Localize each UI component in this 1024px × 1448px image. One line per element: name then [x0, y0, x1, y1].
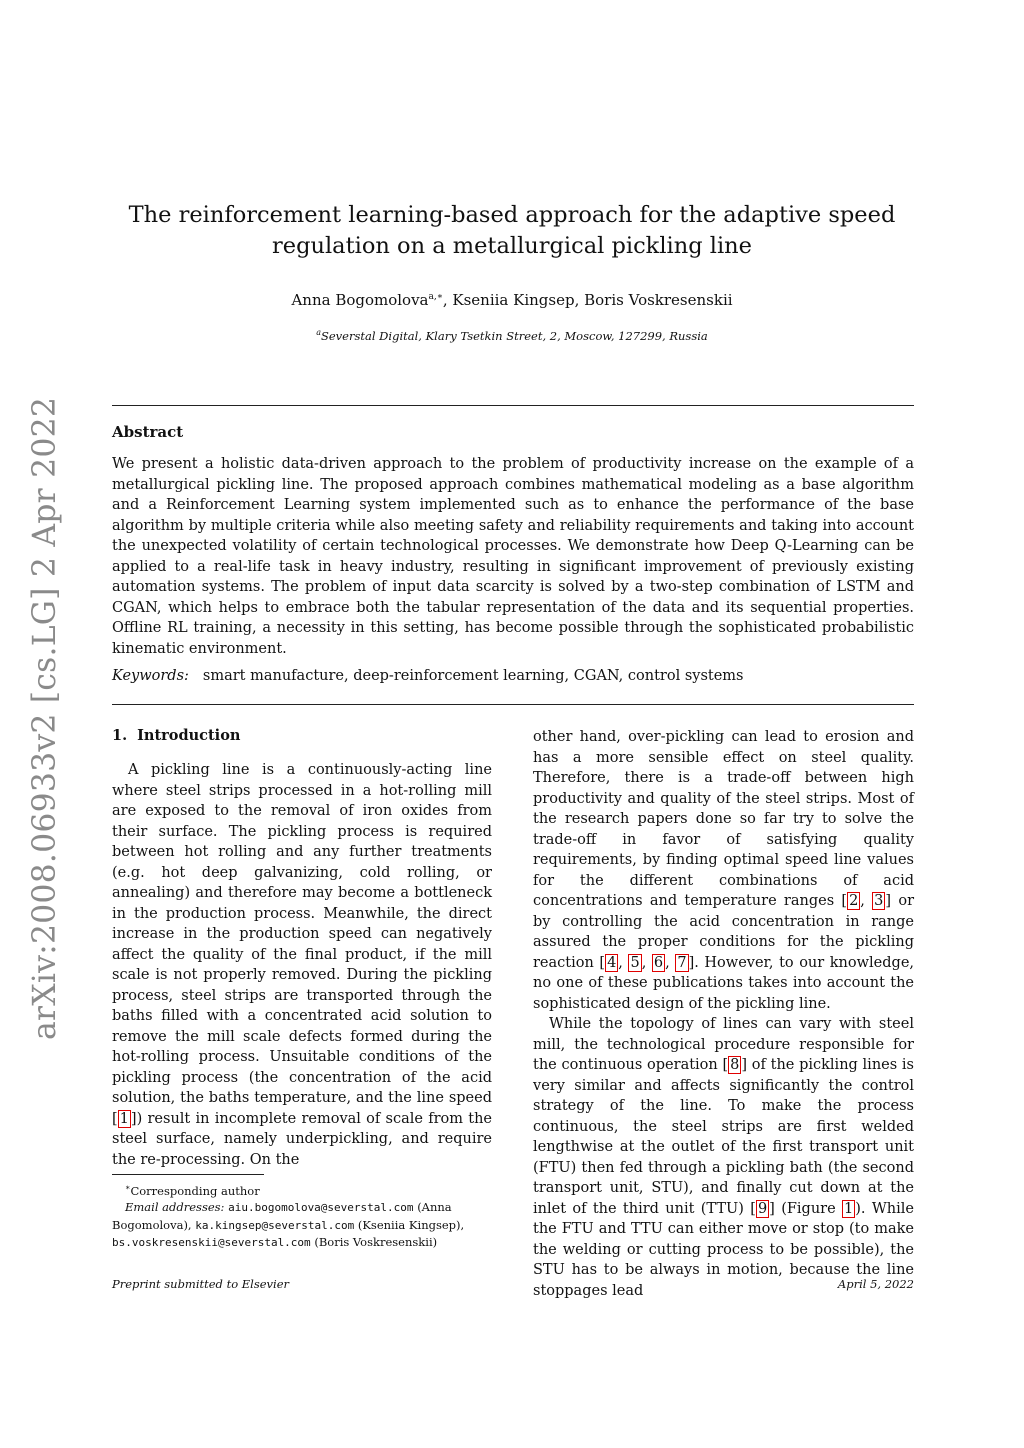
abstract-top-rule — [112, 405, 914, 406]
text-run: A pickling line is a continuously-acting line where steel strips processed in a hot-rolling mill are exposed to the removal of iron oxides from their surface. The pickling process is required between hot rolling and any further treatments (e.g. hot deep galvanizing, cold rolling, or annealing) and therefore may become a bottleneck in the production process. Meanwhile, the direct increase in the production speed can negatively affect the quality of the final product, if the mill scale is not properly removed. During the pickling process, steel strips are transported through the baths filled with a concentrated acid solution to remove the mill scale defects formed during the hot-rolling process. Unsuitable conditions of the pickling process (the concentration of the acid solution, the baths temperature, and the line speed — [112, 762, 492, 1106]
right-column — [533, 727, 914, 1301]
arxiv-stamp: arXiv:2008.06933v2 [cs.LG] 2 Apr 2022 — [27, 396, 63, 1040]
email-owner-2: (Kseniia Kingsep), — [357, 1217, 465, 1232]
section-title: Introduction — [137, 727, 241, 744]
footnote-mark: ∗ — [125, 1183, 131, 1192]
citation-link[interactable]: 8 — [730, 1057, 740, 1073]
preprint-note: Preprint submitted to Elsevier — [112, 1277, 290, 1291]
citation-link[interactable]: 7 — [677, 954, 687, 971]
abstract-bottom-rule — [112, 704, 914, 705]
text-run: While the topology of lines can vary with steel mill, the technological procedure responsible for the continuous operation — [533, 1016, 914, 1073]
email-link-3[interactable]: bs.voskresenskii@severstal.com — [112, 1236, 311, 1250]
figure-link[interactable]: 1 — [844, 1200, 854, 1217]
text-run: other hand, over-pickling can lead to erosion and has a more sensible effect on steel quality. Therefore, there is a trade-off between high productivity and quality of the steel strips. Most of the research papers done so far try to solve the trade-off in favor of satisfying quality requirements, by finding optimal speed line values for the different combinations of acid concentrations and temperature ranges — [533, 729, 914, 909]
text-run: ) result in incomplete removal of scale from the steel surface, namely underpickling, and require the re-processing. On the — [112, 1110, 492, 1168]
intro-paragraph-2: While the topology of lines can vary with steel mill, the technological procedure responsible for the continuous operation [ 8 ] of the pickling lines is very similar and affects significantly the control strategy of the line. To make the process continuous, the steel strips are first welded lengthwise at the outlet of the first transport unit (FTU) then fed through a pickling bath (the second transport unit, STU), and finally cut down at the inlet of the third unit (TTU) [ 9 ] (Figure 1 ). While the FTU and TTU can either move or stop (to make the welding or cutting process to be possible), the STU has to be always in motion, because the line stoppages lead — [533, 1016, 914, 1299]
citation-link[interactable]: 2 — [849, 893, 859, 909]
section-number: 1. — [112, 727, 128, 744]
email-link-2[interactable]: ka.kingsep@severstal.com — [195, 1218, 355, 1232]
intro-paragraph-1-continued: other hand, over-pickling can lead to erosion and has a more sensible effect on steel quality. Therefore, there is a trade-off between high productivity and quality of the steel strips. Most of the research papers done so far try to solve the trade-off in favor of satisfying quality requirements, by finding optimal speed line values for the different combinations of acid concentrations and temperature ranges [ 2 , 3 ] or by controlling the acid concentration in range assured the proper conditions for the pickling reaction [ 4 , 5 , 6 , 7 ]. However, to our knowledge, no one of these publications takes into account the sophisticated design of the pickling line. — [533, 729, 915, 1012]
text-run: or by controlling the acid concentration in range assured the proper conditions for the pickling reaction — [533, 893, 914, 971]
footnote — [112, 1180, 492, 1252]
affiliation-mark: a — [316, 328, 321, 337]
paper-title — [112, 200, 912, 262]
citation-link[interactable]: 4 — [607, 954, 617, 971]
citation-link[interactable]: 3 — [874, 893, 884, 909]
keywords-text: smart manufacture, deep-reinforcement learning, CGAN, control systems — [202, 668, 744, 684]
text-run: (Figure — [774, 1200, 843, 1217]
author-list — [112, 291, 912, 309]
affiliation — [112, 328, 912, 343]
corresponding-note — [112, 1180, 492, 1199]
author-1-mark: a,∗ — [428, 292, 443, 302]
keywords-label: Keywords: — [112, 668, 189, 684]
email-owner-1: (Anna Bogomolova), — [112, 1200, 452, 1232]
text-run: . However, to our knowledge, no one of these publications takes into account the sophisticated design of the pickling line. — [533, 954, 915, 1012]
citation-link[interactable]: 6 — [653, 954, 664, 971]
left-column — [112, 760, 492, 1170]
section-heading-introduction — [112, 727, 240, 744]
footnote-rule — [112, 1174, 264, 1175]
citation-link[interactable]: 9 — [757, 1200, 768, 1217]
corresponding-text: Corresponding author — [130, 1183, 260, 1198]
citation-link[interactable]: 5 — [630, 954, 640, 971]
abstract-heading: Abstract — [112, 423, 184, 441]
text-run: ). While the FTU and TTU can either move or stop (to make the welding or cutting process to be possible), the STU has to be always in motion, because the line stoppages lead — [533, 1200, 914, 1299]
email-owner-3: (Boris Voskresenskii) — [314, 1235, 438, 1250]
title-line-2: regulation on a metallurgical pickling line — [272, 233, 752, 259]
email-label: Email addresses: — [125, 1200, 225, 1215]
citation-link[interactable]: 1 — [119, 1110, 129, 1127]
affiliation-text: Severstal Digital, Klary Tsetkin Street, 2, Moscow, 127299, Russia — [320, 328, 708, 343]
abstract-body — [112, 454, 914, 659]
title-line-1: The reinforcement learning-based approach for the adaptive speed — [128, 202, 896, 228]
footer-date: April 5, 2022 — [837, 1277, 914, 1291]
other-authors: , Kseniia Kingsep, Boris Voskresenskii — [442, 291, 733, 309]
email-addresses — [112, 1199, 492, 1252]
author-1: Anna Bogomolova — [291, 291, 429, 309]
text-run: of the pickling lines is very similar and affects significantly the control strategy of the line. To make the process continuous, the steel strips are first welded lengthwise at the outlet of the first transport unit (FTU) then fed through a pickling bath (the second transport unit, STU), and finally cut down at the inlet of the third unit (TTU) — [533, 1057, 914, 1217]
keywords — [112, 668, 914, 684]
email-link-1[interactable]: aiu.bogomolova@severstal.com — [228, 1201, 414, 1215]
intro-paragraph-1: A pickling line is a continuously-acting line where steel strips processed in a hot-rolling mill are exposed to the removal of iron oxides from their surface. The pickling process is required between hot rolling and any further treatments (e.g. hot deep galvanizing, cold rolling, or annealing) and therefore may become a bottleneck in the production process. Meanwhile, the direct increase in the production speed can negatively affect the quality of the final product, if the mill scale is not properly removed. During the pickling process, steel strips are transported through the baths filled with a concentrated acid solution to remove the mill scale defects formed during the hot-rolling process. Unsuitable conditions of the pickling process (the concentration of the acid solution, the baths temperature, and the line speed [ 1 ]) result in incomplete removal of scale from the steel surface, namely underpickling, and require the re-processing. On the — [112, 762, 492, 1168]
abstract-text: We present a holistic data-driven approach to the problem of productivity increase on the example of a metallurgical pickling line. The proposed approach combines mathematical modeling as a base algorithm and a Reinforcement Learning system implemented such as to enhance the performance of the base algorithm by multiple criteria while also meeting safety and reliability requirements and taking into account the unexpected volatility of certain technological processes. We demonstrate how Deep Q-Learning can be applied to a real-life task in heavy industry, resulting in significant improvement of previously existing automation systems. The problem of input data scarcity is solved by a two-step combination of LSTM and CGAN, which helps to embrace both the tabular representation of the data and its sequential properties. Offline RL training, a necessity in this setting, has become possible through the sophisticated probabilistic kinematic environment. — [112, 456, 914, 657]
